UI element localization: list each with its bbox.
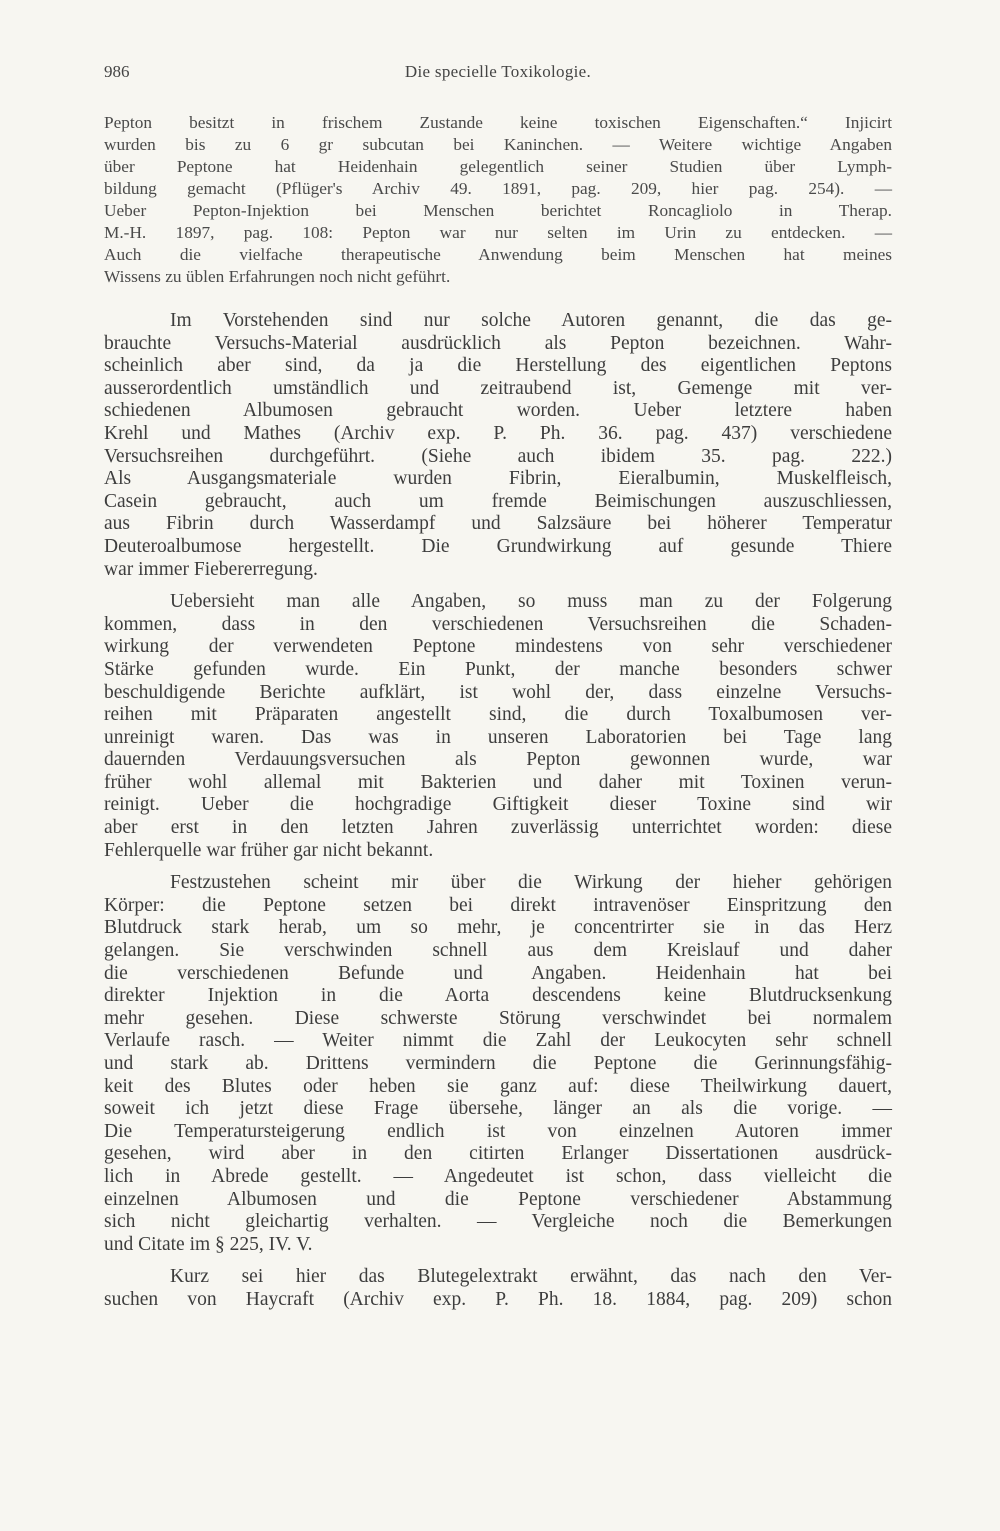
text-line: beschuldigende Berichte aufklärt, ist wohl der, dass einzelne Versuchs- [104,681,892,703]
text-line: gesehen, wird aber in den citirten Erlanger Dissertationen ausdrück- [104,1143,892,1165]
text-line: Versuchsreihen durchgeführt. (Siehe auch ibidem 35. pag. 222.) [104,445,892,467]
text-line: aber erst in den letzten Jahren zuverlässig unterrichtet worden: diese [104,817,892,839]
footnote-block [104,112,892,288]
text-line: einzelnen Albumosen und die Peptone verschiedener Abstammung [104,1188,892,1210]
text-line: Verlaufe rasch. — Weiter nimmt die Zahl der Leukocyten sehr schnell [104,1030,892,1052]
text-line: Stärke gefunden wurde. Ein Punkt, der manche besonders schwer [104,658,892,680]
text-line: brauchte Versuchs-Material ausdrücklich als Pepton bezeichnen. Wahr- [104,332,892,354]
text-line: Blutdruck stark herab, um so mehr, je concentrirter sie in das Herz [104,917,892,939]
footnote-line: Ueber Pepton-Injektion bei Menschen berichtet Roncagliolo in Therap. [104,201,892,220]
text-line: mehr gesehen. Diese schwerste Störung verschwindet bei normalem [104,1007,892,1029]
text-line: Festzustehen scheint mir über die Wirkung der hieher gehörigen [170,872,892,894]
text-line: lich in Abrede gestellt. — Angedeutet ist schon, dass vielleicht die [104,1165,892,1187]
running-title: Die specielle Toxikologie. [404,62,592,81]
text-line: reinigt. Ueber die hochgradige Giftigkeit dieser Toxine sind wir [104,794,892,816]
text-line: die verschiedenen Befunde und Angaben. Heidenhain hat bei [104,962,892,984]
running-header [104,62,892,90]
footnote-line: Auch die vielfache therapeutische Anwendung beim Menschen hat meines [104,245,892,264]
text-line: und Citate im § 225, IV. V. [104,1233,313,1255]
paragraph [104,1266,892,1311]
text-line: war immer Fiebererregung. [104,558,318,580]
text-line: früher wohl allemal mit Bakterien und daher mit Toxinen verun- [104,771,892,793]
text-line: scheinlich aber sind, da ja die Herstellung des eigentlichen Peptons [104,355,892,377]
footnote-line: Pepton besitzt in frischem Zustande keine toxischen Eigenschaften.“ Injicirt [104,113,892,132]
text-line: kommen, dass in den verschiedenen Versuchsreihen die Schaden- [104,613,892,635]
text-line: sich nicht gleichartig verhalten. — Vergleiche noch die Bemerkungen [104,1211,892,1233]
text-line: gelangen. Sie verschwinden schnell aus dem Kreislauf und daher [104,940,892,962]
text-line: dauernden Verdauungsversuchen als Pepton gewonnen wurde, war [104,749,892,771]
text-line: Kurz sei hier das Blutegelextrakt erwähnt, das nach den Ver- [170,1266,892,1288]
text-line: und stark ab. Drittens vermindern die Peptone die Gerinnungsfähig- [104,1053,892,1074]
text-line: Casein gebraucht, auch um fremde Beimischungen auszuschliessen, [104,490,892,512]
text-line: Fehlerquelle war früher gar nicht bekannt. [104,839,434,861]
page-number: 986 [104,62,130,81]
paragraph [104,872,892,1256]
text-line: Krehl und Mathes (Archiv exp. P. Ph. 36. pag. 437) verschiedene [104,422,892,444]
text-line: Als Ausgangsmateriale wurden Fibrin, Eieralbumin, Muskelfleisch, [104,468,892,490]
text-line: Körper: die Peptone setzen bei direkt intravenöser Einspritzung den [104,894,892,916]
text-line: wirkung der verwendeten Peptone mindestens von sehr verschiedener [104,636,892,658]
paragraph [104,310,892,581]
footnote-line: wurden bis zu 6 gr subcutan bei Kaninchen. — Weitere wichtige Angaben [104,135,892,154]
main-text [104,310,892,1312]
footnote-line: Wissens zu üblen Erfahrungen noch nicht geführt. [104,267,451,286]
text-line: Uebersieht man alle Angaben, so muss man zu der Folgerung [170,591,892,613]
text-line: unreinigt waren. Das was in unseren Laboratorien bei Tage lang [104,726,892,748]
text-line: Die Temperatursteigerung endlich ist von einzelnen Autoren immer [104,1120,892,1142]
text-line: reihen mit Präparaten angestellt sind, die durch Toxalbumosen ver- [104,704,892,726]
text-line: direkter Injektion in die Aorta descendens keine Blutdrucksenkung [104,985,892,1007]
text-line: keit des Blutes oder heben sie ganz auf: diese Theilwirkung dauert, [104,1075,892,1097]
text-line: schiedenen Albumosen gebraucht worden. Ueber letztere haben [104,400,892,422]
paragraph [104,591,892,862]
text-line: Im Vorstehenden sind nur solche Autoren genannt, die das ge- [170,310,892,331]
text-line: Deuteroalbumose hergestellt. Die Grundwirkung auf gesunde Thiere [104,535,892,557]
book-page [104,62,892,1322]
footnote-line: M.-H. 1897, pag. 108: Pepton war nur selten im Urin zu entdecken. — [104,223,892,242]
text-line: soweit ich jetzt diese Frage übersehe, länger an als die vorige. — [104,1098,892,1120]
footnote-line: über Peptone hat Heidenhain gelegentlich seiner Studien über Lymph- [104,157,892,176]
footnote-line: bildung gemacht (Pflüger's Archiv 49. 1891, pag. 209, hier pag. 254). — [104,179,892,198]
text-line: ausserordentlich umständlich und zeitraubend ist, Gemenge mit ver- [104,377,892,399]
text-line: aus Fibrin durch Wasserdampf und Salzsäure bei höherer Temperatur [104,513,892,535]
text-line: suchen von Haycraft (Archiv exp. P. Ph. 18. 1884, pag. 209) schon [104,1288,892,1310]
